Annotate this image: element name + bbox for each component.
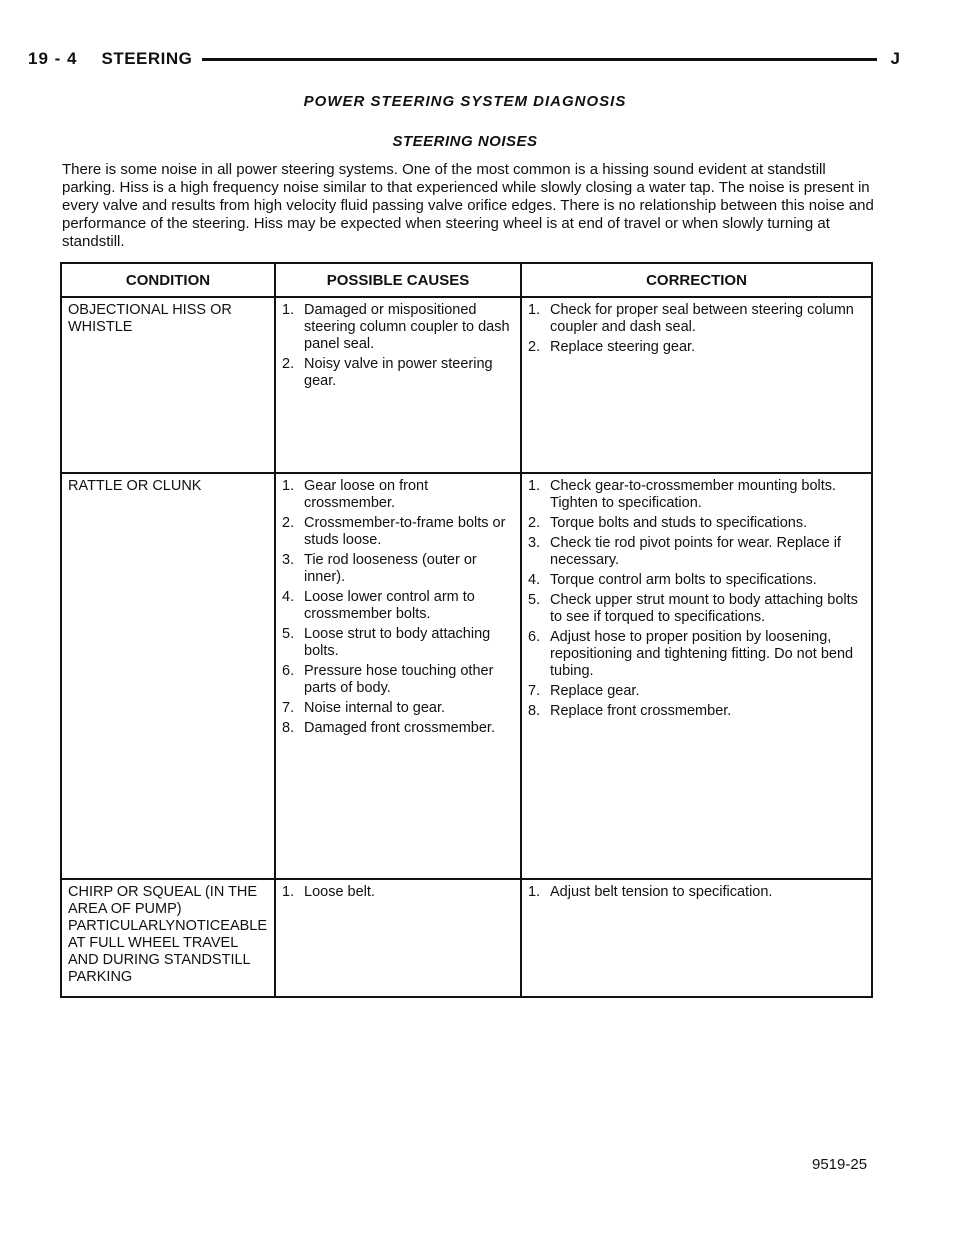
diagnosis-table — [60, 262, 873, 998]
item-text: Check tie rod pivot points for wear. Replace if necessary. — [550, 535, 841, 568]
item-number: 4. — [528, 572, 541, 588]
header-rule — [202, 58, 876, 61]
item-text: Pressure hose touching other parts of body. — [304, 663, 494, 696]
item-number: 8. — [528, 703, 541, 719]
causes-cell — [275, 879, 521, 997]
figure-code: 9519-25 — [812, 1156, 868, 1173]
list-item — [282, 720, 514, 737]
list-item — [528, 302, 865, 336]
item-number: 6. — [528, 629, 541, 645]
item-text: Noisy valve in power steering gear. — [304, 356, 493, 389]
item-number: 8. — [282, 720, 295, 736]
item-number: 2. — [528, 515, 541, 531]
list-item — [282, 700, 514, 717]
list-item — [282, 302, 514, 353]
section-title: POWER STEERING SYSTEM DIAGNOSIS — [303, 93, 627, 110]
item-text: Loose lower control arm to crossmember bolts. — [304, 589, 475, 622]
table-header-row — [61, 263, 872, 297]
item-text: Check gear-to-crossmember mounting bolts. Tighten to specification. — [550, 478, 837, 511]
header-letter: J — [890, 49, 900, 68]
item-number: 2. — [282, 515, 295, 531]
table-row — [61, 473, 872, 879]
list-item — [528, 629, 865, 680]
causes-cell — [275, 473, 521, 879]
condition-text: CHIRP OR SQUEAL (IN THE AREA OF PUMP) PARTICULARLYNOTICEABLE AT FULL WHEEL TRAVEL AND DURING STANDSTILL PARKING — [68, 884, 268, 985]
item-number: 4. — [282, 589, 295, 605]
item-number: 2. — [282, 356, 295, 372]
page-number: 19 - 4 — [28, 49, 78, 68]
item-text: Torque control arm bolts to specifications. — [550, 572, 817, 588]
item-number: 1. — [282, 302, 295, 318]
header-correction: CORRECTION — [521, 263, 872, 297]
item-text: Tie rod looseness (outer or inner). — [304, 552, 477, 585]
item-text: Replace front crossmember. — [550, 703, 732, 719]
page-header — [28, 46, 900, 72]
item-text: Check for proper seal between steering column coupler and dash seal. — [550, 302, 854, 335]
list-item — [528, 592, 865, 626]
list-item — [528, 515, 865, 532]
list-item — [528, 683, 865, 700]
item-number: 7. — [528, 683, 541, 699]
item-text: Torque bolts and studs to specifications. — [550, 515, 808, 531]
item-number: 5. — [282, 626, 295, 642]
item-text: Check upper strut mount to body attaching bolts to see if torqued to specifications. — [550, 592, 858, 625]
table-row — [61, 297, 872, 473]
item-number: 1. — [528, 478, 541, 494]
list-item — [528, 339, 865, 356]
item-text: Replace steering gear. — [550, 339, 696, 355]
list-item — [282, 356, 514, 390]
list-item — [282, 626, 514, 660]
header-condition: CONDITION — [61, 263, 275, 297]
condition-cell — [61, 879, 275, 997]
list-item — [282, 515, 514, 549]
condition-text: OBJECTIONAL HISS OR WHISTLE — [68, 302, 232, 335]
item-text: Damaged front crossmember. — [304, 720, 495, 736]
list-item — [282, 589, 514, 623]
item-number: 6. — [282, 663, 295, 679]
section-name: STEERING — [101, 49, 193, 68]
header-causes: POSSIBLE CAUSES — [275, 263, 521, 297]
item-number: 7. — [282, 700, 295, 716]
item-text: Adjust hose to proper position by loosening, repositioning and tightening fitting. Do not bend tubing. — [550, 629, 854, 679]
correction-cell — [521, 879, 872, 997]
item-number: 1. — [528, 302, 541, 318]
list-item — [282, 478, 514, 512]
item-text: Crossmember-to-frame bolts or studs loose. — [304, 515, 506, 548]
item-text: Loose strut to body attaching bolts. — [304, 626, 491, 659]
item-number: 5. — [528, 592, 541, 608]
item-number: 1. — [282, 884, 295, 900]
item-number: 1. — [528, 884, 541, 900]
table-row — [61, 879, 872, 997]
list-item — [282, 552, 514, 586]
item-text: Gear loose on front crossmember. — [304, 478, 429, 511]
item-text: Noise internal to gear. — [304, 700, 446, 716]
intro-paragraph: There is some noise in all power steering systems. One of the most common is a hissing sound evident at standstill parking. Hiss is a high frequency noise similar to that experienced while slowly closing a water tap. The noise is present in every valve and results from high velocity fluid passing valve orifice edges. There is no relationship between this noise and performance of the steering. Hiss may be expected when steering wheel is at end of travel or when slowly turning at standstill. — [62, 161, 874, 250]
condition-cell — [61, 297, 275, 473]
item-number: 1. — [282, 478, 295, 494]
item-number: 3. — [282, 552, 295, 568]
item-text: Adjust belt tension to specification. — [550, 884, 773, 900]
correction-cell — [521, 473, 872, 879]
list-item — [528, 703, 865, 720]
list-item — [282, 663, 514, 697]
sub-title: STEERING NOISES — [392, 133, 538, 150]
condition-cell — [61, 473, 275, 879]
list-item — [528, 535, 865, 569]
item-text: Damaged or mispositioned steering column coupler to dash panel seal. — [304, 302, 510, 352]
correction-cell — [521, 297, 872, 473]
item-number: 3. — [528, 535, 541, 551]
list-item — [528, 478, 865, 512]
list-item — [528, 884, 865, 901]
condition-text: RATTLE OR CLUNK — [68, 478, 202, 494]
item-text: Loose belt. — [304, 884, 375, 900]
list-item — [528, 572, 865, 589]
causes-cell — [275, 297, 521, 473]
list-item — [282, 884, 514, 901]
item-number: 2. — [528, 339, 541, 355]
item-text: Replace gear. — [550, 683, 640, 699]
